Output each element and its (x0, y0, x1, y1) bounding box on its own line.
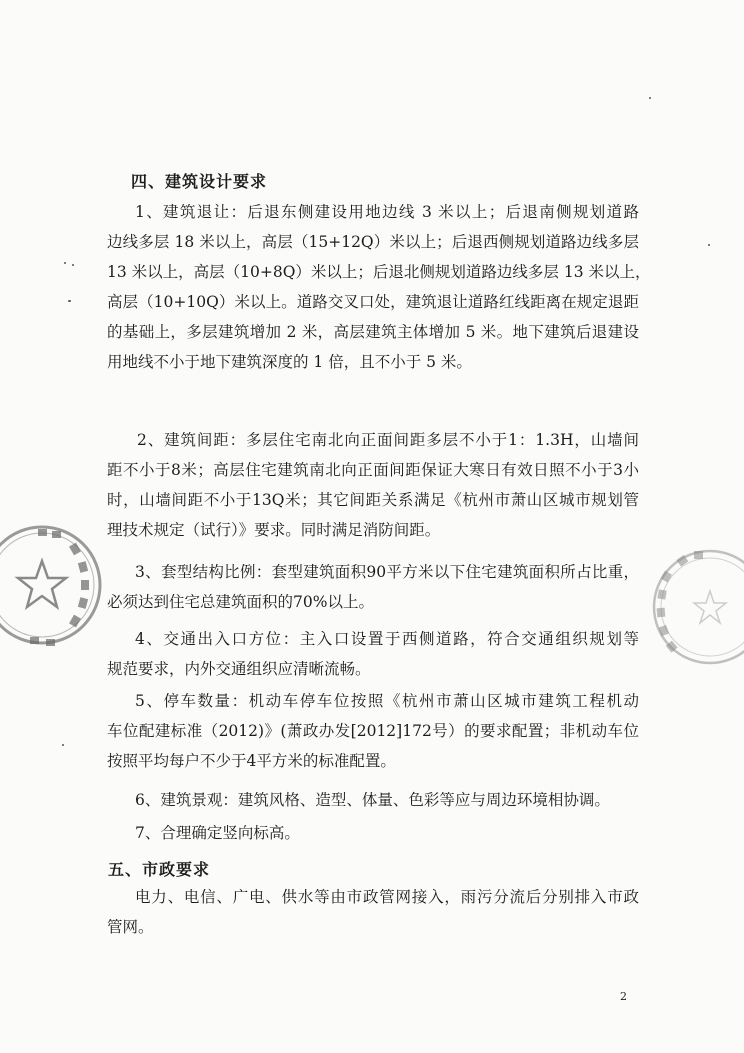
section-4-heading: 四、建筑设计要求 (131, 172, 268, 191)
text-line: 规范要求，内外交通组织应清晰流畅。 (107, 660, 371, 678)
text-line: 电力、电信、广电、供水等由市政管网接入，雨污分流后分别排入市政 (135, 888, 639, 906)
right-seal-stamp (648, 545, 744, 670)
text-line: 距不小于8米；高层住宅建筑南北向正面间距保证大寒日有效日照不小于3小 (107, 461, 639, 479)
text-line: 管网。 (107, 918, 154, 936)
paragraph-municipal (107, 882, 639, 942)
text-line: 用地线不小于地下建筑深度的 1 倍，且不小于 5 米。 (107, 353, 472, 371)
text-line: 13 米以上，高层（10+8Q）米以上；后退北侧规划道路边线多层 13 米以上， (107, 263, 651, 281)
scan-speck (62, 744, 64, 746)
text-line: 2、建筑间距：多层住宅南北向正面间距多层不小于1：1.3H，山墙间 (137, 431, 639, 449)
scan-speck (708, 244, 710, 246)
text-line: 7、合理确定竖向标高。 (135, 824, 300, 842)
scan-speck (72, 264, 74, 266)
text-line: 车位配建标准（2012)》(萧政办发[2012]172号）的要求配置；非机动车位 (107, 722, 639, 740)
paragraph-2-spacing (107, 425, 639, 545)
left-seal-stamp (0, 515, 112, 655)
text-line: 的基础上，多层建筑增加 2 米，高层建筑主体增加 5 米。地下建筑后退建设 (107, 323, 639, 341)
paragraph-3-unit-ratio (107, 557, 639, 617)
text-line: 6、建筑景观：建筑风格、造型、体量、色彩等应与周边环境相协调。 (135, 791, 610, 809)
text-line: 1、建筑退让：后退东侧建设用地边线 3 米以上；后退南侧规划道路 (135, 203, 639, 221)
scan-speck (64, 262, 66, 264)
text-line: 5、停车数量：机动车停车位按照《杭州市萧山区城市建筑工程机动 (135, 692, 639, 710)
paragraph-5-parking (107, 686, 639, 776)
scan-speck (649, 97, 651, 99)
text-line: 3、套型结构比例：套型建筑面积90平方米以下住宅建筑面积所占比重， (135, 563, 639, 581)
text-line: 时，山墙间距不小于13Q米；其它间距关系满足《杭州市萧山区城市规划管 (107, 491, 639, 509)
paragraph-7-elevation (107, 818, 639, 848)
seal-graphic (0, 515, 112, 655)
text-line: 高层（10+10Q）米以上。道路交叉口处，建筑退让道路红线距离在规定退距 (107, 293, 639, 311)
seal-graphic (648, 545, 744, 670)
paragraph-4-traffic (107, 624, 639, 684)
section-5-heading: 五、市政要求 (108, 860, 211, 879)
text-line: 理技术规定（试行）》要求。同时满足消防间距。 (107, 521, 441, 539)
text-line: 边线多层 18 米以上，高层（15+12Q）米以上；后退西侧规划道路边线多层 (107, 233, 639, 251)
text-line: 必须达到住宅总建筑面积的70%以上。 (107, 593, 374, 611)
paragraph-1-setback (107, 197, 651, 377)
text-line: 4、交通出入口方位：主入口设置于西侧道路，符合交通组织规划等 (135, 630, 639, 648)
paragraph-6-landscape (107, 785, 639, 815)
text-line: 按照平均每户不少于4平方米的标准配置。 (107, 752, 396, 770)
page-number: 2 (620, 990, 627, 1003)
scan-speck (68, 300, 71, 302)
